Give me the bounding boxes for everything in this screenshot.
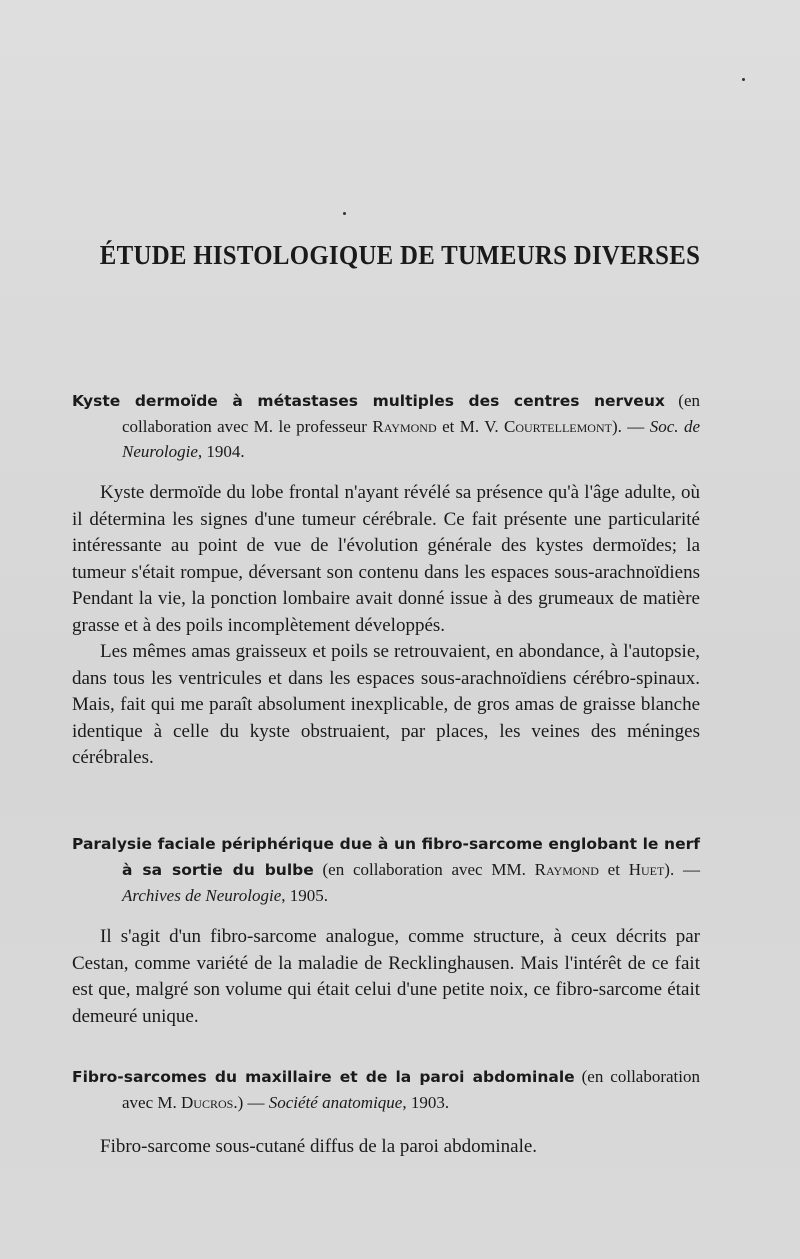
entry-body-3	[72, 1134, 700, 1161]
entry-title: Paralysie faciale périphérique due à un fibro-sarcome englobant le nerf à sa sortie du bulbe	[72, 835, 700, 879]
publication-year: , 1905.	[281, 886, 329, 905]
paragraph: Il s'agit d'un fibro-sarcome analogue, comme structure, à ceux décrits par Cestan, comme variété de la maladie de Recklinghausen. Mais l'intérêt de ce fait est que, malgré son volume qui était celui d'une petite noix, ce fibro-sarcome était demeuré unique.	[72, 926, 700, 1027]
entry-heading-1	[72, 388, 700, 464]
collab-text: (en collaboration avec MM.	[313, 860, 535, 879]
entry-heading-3	[72, 1064, 700, 1115]
speck-mark	[343, 212, 346, 215]
journal-name: Archives de Neurologie	[122, 886, 282, 905]
entry-heading-2	[72, 831, 700, 908]
collab-text: —	[243, 1093, 269, 1112]
collab-text: (en collaboration avec M.	[122, 1067, 700, 1112]
paragraph: Fibro-sarcome sous-cutané diffus de la paroi abdominale.	[100, 1136, 538, 1157]
collab-text: ). —	[611, 417, 650, 436]
author-name: Courtellemont	[504, 417, 612, 436]
author-name: Huet	[628, 860, 665, 879]
collab-text: (en collaboration avec M. le professeur	[122, 391, 700, 436]
author-name: Raymond	[534, 860, 599, 879]
collab-text: .)	[233, 1093, 244, 1112]
paragraph: Kyste dermoïde du lobe frontal n'ayant révélé sa présence qu'à l'âge adulte, où il détermina les signes d'une tumeur cérébrale. Ce fait présente une particularité intéressante au point de vue de l'évolution générale des kystes dermoïdes; la tumeur s'était rompue, déversant son contenu dans les espaces sous-arachnoïdiens Pendant la vie, la ponction lombaire avait donné issue à des grumeaux de matière grasse et à des poils incomplètement développés.	[72, 482, 700, 636]
publication-year: , 1904.	[197, 442, 245, 461]
paragraph: Les mêmes amas graisseux et poils se retrouvaient, en abondance, à l'autopsie, dans tous les ventricules et dans les espaces sous-arachnoïdiens cérébro-spinaux. Mais, fait qui me paraît absolument inexplicable, de gros amas de graisse blanche identique à celle du kyste obstruaient, par places, les veines des méninges cérébrales.	[72, 641, 700, 768]
journal-name: Société anatomique	[268, 1093, 403, 1112]
entry-body-2	[72, 924, 700, 1030]
collab-text: ). —	[664, 860, 700, 879]
author-name: Ducros	[181, 1093, 234, 1112]
collab-text: et M. V.	[436, 417, 505, 436]
entry-title: Fibro-sarcomes du maxillaire et de la paroi abdominale	[72, 1068, 575, 1086]
entry-title: Kyste dermoïde à métastases multiples des centres nerveux	[72, 392, 665, 410]
journal-name: Soc. de Neurologie	[122, 417, 700, 461]
page-title: ÉTUDE HISTOLOGIQUE DE TUMEURS DIVERSES	[99, 240, 701, 270]
collab-text: et	[598, 860, 629, 879]
publication-year: , 1903.	[402, 1093, 450, 1112]
author-name: Raymond	[372, 417, 437, 436]
speck-mark	[742, 78, 745, 81]
entry-body-1	[72, 480, 700, 772]
